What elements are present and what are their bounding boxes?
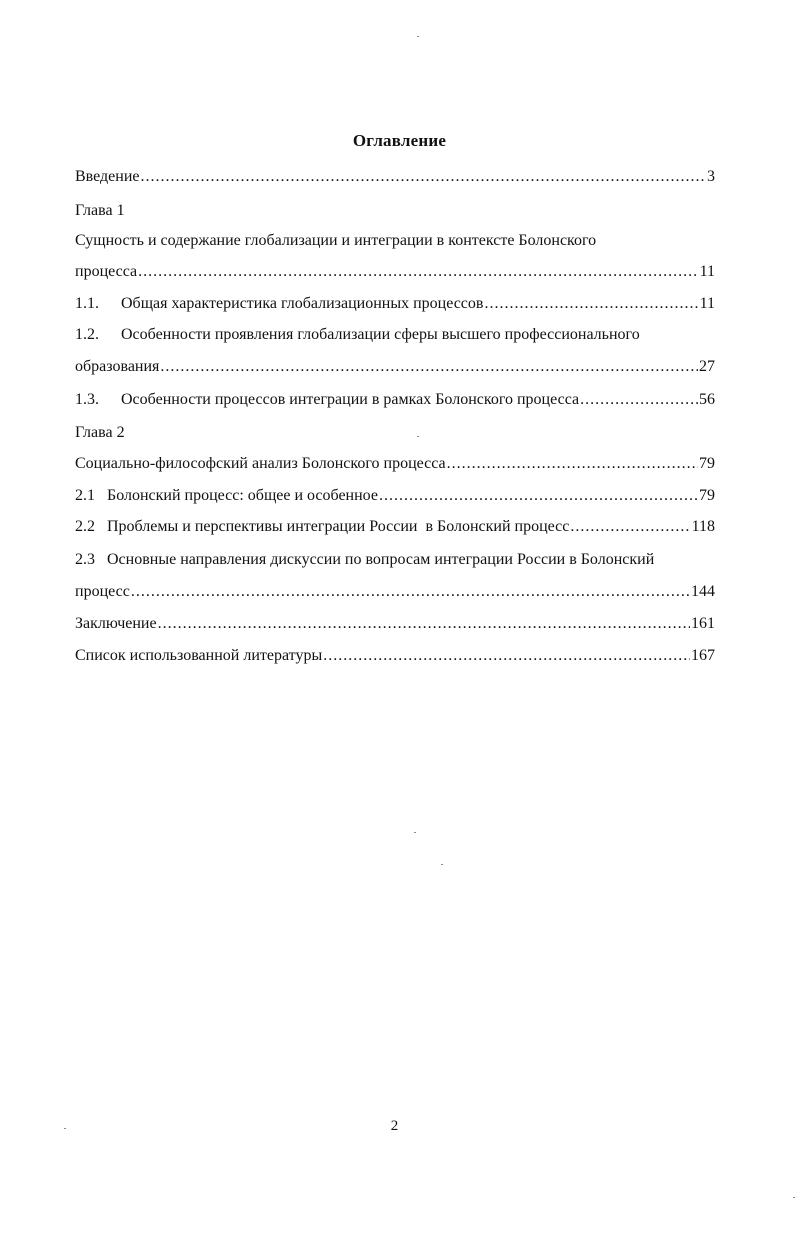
toc-chapter-heading-2 — [75, 423, 715, 443]
toc-leader-dots — [580, 390, 698, 410]
toc-entry-page: 118 — [691, 518, 715, 535]
scan-speck — [441, 864, 443, 865]
toc-chapter-title-1-line1 — [75, 231, 715, 251]
toc-entry-page: 11 — [699, 295, 715, 312]
toc-entry-text: Заключение — [75, 615, 157, 632]
toc-section-1-1 — [75, 294, 715, 314]
toc-chapter-heading-1 — [75, 201, 715, 221]
toc-entry-text: Проблемы и перспективы интеграции России в Болонский процесс — [107, 518, 570, 535]
toc-leader-dots — [447, 454, 698, 474]
scan-speck — [417, 36, 419, 37]
toc-entry-text: Болонский процесс: общее и особенное — [107, 487, 378, 504]
toc-entry-text: Особенности процессов интеграции в рамках Болонского процесса — [121, 391, 580, 408]
toc-section-1-2-line2 — [75, 357, 715, 377]
toc-entry-page: 11 — [699, 263, 715, 280]
toc-leader-dots — [484, 294, 698, 314]
toc-section-number: 2.2 — [75, 518, 95, 535]
toc-section-number: 2.3 — [75, 551, 95, 568]
toc-entry-text: Список использованной литературы — [75, 647, 323, 664]
toc-entry-page: 79 — [699, 455, 715, 472]
scan-speck — [417, 436, 419, 437]
toc-entry-page: 167 — [691, 647, 715, 664]
toc-entry-page: 161 — [691, 615, 715, 632]
toc-entry-text: Социально-философский анализ Болонского процесса — [75, 455, 446, 472]
toc-leader-dots — [323, 646, 690, 666]
toc-entry-text: Глава 2 — [75, 424, 125, 441]
toc-entry-page: 56 — [699, 391, 715, 408]
toc-leader-dots — [379, 486, 698, 506]
toc-entry-page: 3 — [707, 168, 715, 185]
toc-entry-introduction — [75, 167, 715, 187]
toc-entry-text: Глава 1 — [75, 202, 125, 219]
toc-section-2-3-line1 — [75, 550, 715, 570]
toc-chapter-title-2 — [75, 454, 715, 474]
toc-section-1-2-line1 — [75, 325, 715, 345]
toc-entry-page: 27 — [699, 358, 715, 375]
toc-chapter-title-1-line2 — [75, 262, 715, 282]
toc-entry-text: Основные направления дискуссии по вопросам интеграции России в Болонский — [107, 551, 655, 568]
toc-section-number: 2.1 — [75, 487, 95, 504]
toc-entry-text: Особенности проявления глобализации сферы высшего профессионального — [121, 326, 640, 343]
toc-section-number: 1.3. — [75, 391, 99, 408]
toc-entry-conclusion — [75, 614, 715, 634]
toc-entry-text: процесс — [75, 583, 130, 600]
toc-leader-dots — [160, 357, 698, 377]
toc-entry-text: Общая характеристика глобализационных процессов — [121, 295, 484, 312]
scan-speck — [793, 1197, 795, 1198]
toc-section-2-2 — [75, 517, 715, 537]
toc-entry-page: 79 — [699, 487, 715, 504]
toc-section-2-1 — [75, 486, 715, 506]
toc-section-number: 1.1. — [75, 295, 99, 312]
toc-entry-text: Введение — [75, 168, 140, 185]
toc-leader-dots — [138, 262, 698, 282]
toc-entry-text: образования — [75, 358, 160, 375]
toc-section-1-3 — [75, 390, 715, 410]
page-number: 2 — [390, 1118, 399, 1134]
toc-entry-bibliography — [75, 646, 715, 666]
toc-section-2-3-line2 — [75, 582, 715, 602]
toc-leader-dots — [158, 614, 690, 634]
toc-entry-text: Сущность и содержание глобализации и интеграции в контексте Болонского — [75, 232, 597, 249]
page-title: Оглавление — [352, 131, 447, 150]
toc-leader-dots — [570, 517, 690, 537]
toc-entry-text: процесса — [75, 263, 138, 280]
toc-entry-page: 144 — [691, 583, 715, 600]
toc-leader-dots — [141, 167, 707, 187]
toc-leader-dots — [131, 582, 690, 602]
scan-speck — [414, 832, 416, 833]
toc-section-number: 1.2. — [75, 326, 99, 343]
